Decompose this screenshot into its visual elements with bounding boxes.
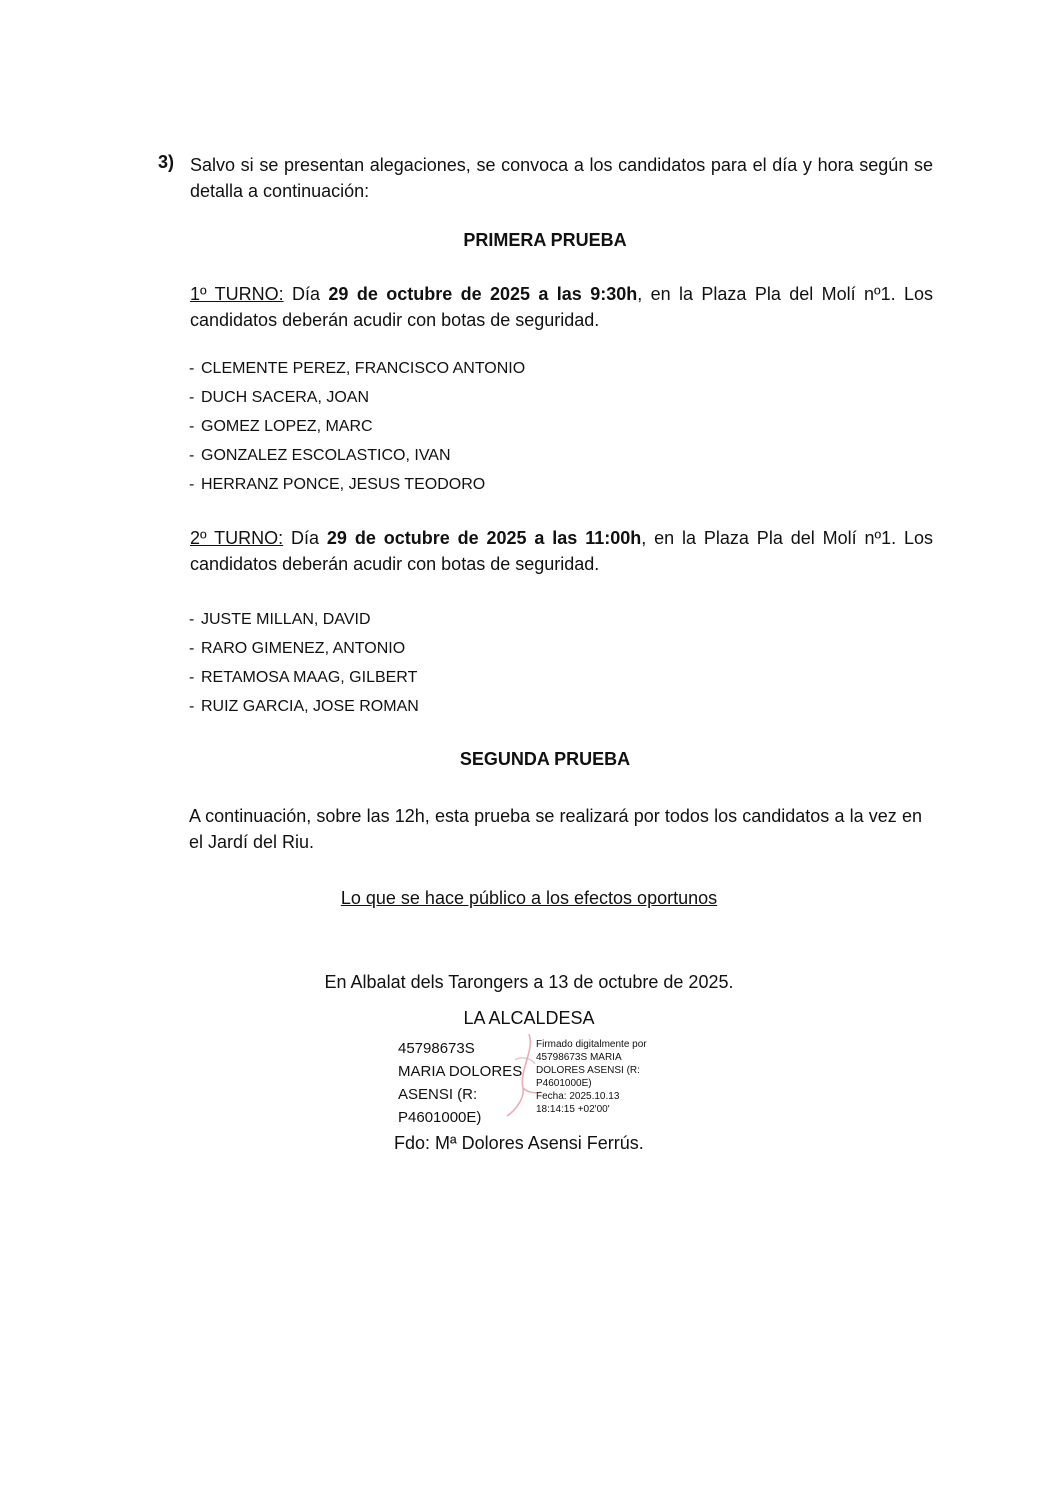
candidate-name: CLEMENTE PEREZ, FRANCISCO ANTONIO [201, 360, 526, 377]
list-item: - JUSTE MILLAN, DAVID [189, 611, 371, 628]
candidate-name: JUSTE MILLAN, DAVID [201, 611, 371, 628]
turno-2-pre: Día [283, 528, 327, 548]
intro-paragraph: Salvo si se presentan alegaciones, se convoca a los candidatos para el día y hora según se detalla a continuación: [190, 155, 933, 201]
turno-1-datetime: 29 de octubre de 2025 a las 9:30h [328, 284, 638, 304]
candidate-name: RUIZ GARCIA, JOSE ROMAN [201, 698, 419, 715]
public-notice: Lo que se hace público a los efectos oportunos [340, 888, 718, 908]
signature-line: P4601000E) [398, 1109, 482, 1126]
list-item: - CLEMENTE PEREZ, FRANCISCO ANTONIO [189, 360, 526, 377]
signature-detail-line: 45798673S MARIA [536, 1052, 622, 1063]
turno-2-candidate-list [189, 605, 419, 721]
turno-1-paragraph [190, 281, 933, 333]
turno-1-candidate-list [189, 354, 525, 499]
turno-1-post: , en la Plaza Pla del Molí nº1. Los candidatos deberán acudir con botas de seguridad. [190, 284, 933, 330]
candidate-name: DUCH SACERA, JOAN [201, 389, 370, 406]
list-item: - GOMEZ LOPEZ, MARC [189, 418, 373, 435]
list-item: - HERRANZ PONCE, JESUS TEODORO [189, 476, 486, 493]
turno-2-post: , en la Plaza Pla del Molí nº1. Los candidatos deberán acudir con botas de seguridad. [190, 528, 933, 574]
list-item: - RETAMOSA MAAG, GILBERT [189, 669, 418, 686]
signature-detail-line: DOLORES ASENSI (R: [536, 1065, 640, 1076]
primera-prueba-heading: PRIMERA PRUEBA [463, 230, 627, 250]
signature-line: ASENSI (R: [398, 1086, 478, 1103]
signed-by: Fdo: Mª Dolores Asensi Ferrús. [394, 1133, 644, 1153]
signature-line: 45798673S [398, 1040, 475, 1057]
turno-2-label: 2º TURNO: [190, 528, 284, 548]
segunda-prueba-heading: SEGUNDA PRUEBA [459, 749, 631, 769]
candidate-name: GOMEZ LOPEZ, MARC [201, 418, 373, 435]
list-item: - DUCH SACERA, JOAN [189, 389, 370, 406]
signatory-role: LA ALCALDESA [463, 1008, 595, 1028]
signature-block-left [398, 1037, 522, 1129]
section-number: 3) [158, 152, 175, 172]
turno-2-paragraph [190, 525, 933, 577]
candidate-name: RETAMOSA MAAG, GILBERT [201, 669, 418, 686]
signature-line: MARIA DOLORES [398, 1063, 523, 1080]
signature-detail-line: 18:14:15 +02'00' [536, 1104, 610, 1115]
signature-detail-line: Firmado digitalmente por [536, 1039, 647, 1050]
place-date: En Albalat dels Tarongers a 13 de octubre de 2025. [324, 972, 734, 992]
turno-1-pre: Día [283, 284, 329, 304]
signature-detail-line: Fecha: 2025.10.13 [536, 1091, 620, 1102]
list-item: - RARO GIMENEZ, ANTONIO [189, 640, 406, 657]
turno-2-datetime: 29 de octubre de 2025 a las 11:00h [326, 528, 642, 548]
signature-block-right [536, 1038, 647, 1116]
candidate-name: RARO GIMENEZ, ANTONIO [201, 640, 406, 657]
list-item: - RUIZ GARCIA, JOSE ROMAN [189, 698, 419, 715]
segunda-prueba-paragraph: A continuación, sobre las 12h, esta prueba se realizará por todos los candidatos a la vez en el Jardí del Riu. [189, 806, 922, 852]
candidate-name: HERRANZ PONCE, JESUS TEODORO [201, 476, 486, 493]
turno-1-label: 1º TURNO: [190, 284, 284, 304]
signature-detail-line: P4601000E) [536, 1078, 592, 1089]
candidate-name: GONZALEZ ESCOLASTICO, IVAN [201, 447, 451, 464]
list-item: - GONZALEZ ESCOLASTICO, IVAN [189, 447, 451, 464]
